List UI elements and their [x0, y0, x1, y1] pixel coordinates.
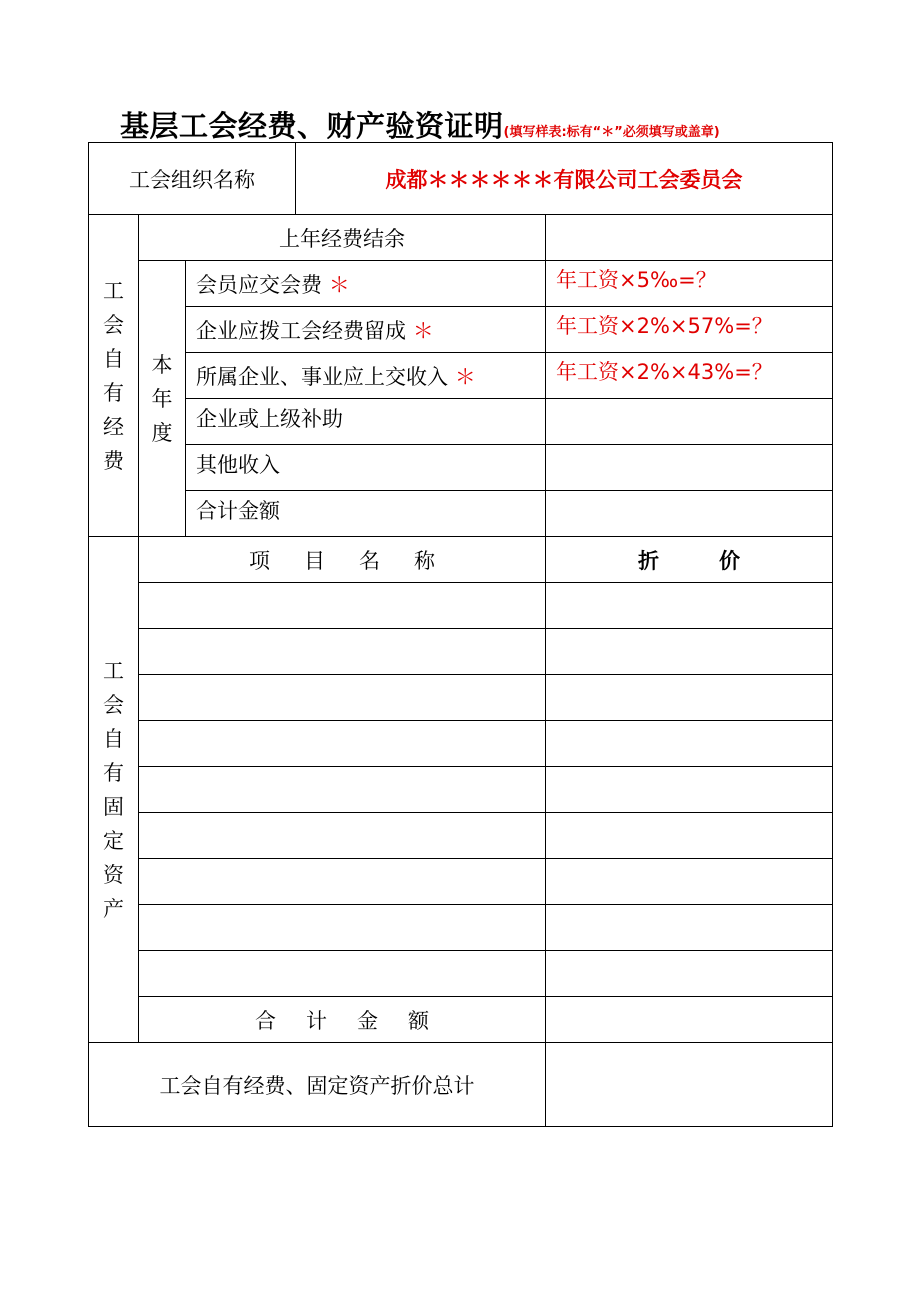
fund-total-label: 合计金额 — [186, 491, 546, 537]
col-item-name: 项目名称 — [139, 537, 546, 583]
asset-name-cell[interactable] — [139, 721, 546, 767]
asset-name-cell[interactable] — [139, 905, 546, 951]
fund-row-label: 企业或上级补助 — [186, 399, 546, 445]
fund-row-label: 其他收入 — [186, 445, 546, 491]
fund-row-formula[interactable]: 年工资×2%×57%=？ — [546, 307, 833, 353]
prev-balance-value[interactable] — [546, 215, 833, 261]
fund-row-value[interactable] — [546, 399, 833, 445]
document-title — [120, 104, 720, 145]
fund-row-value[interactable] — [546, 445, 833, 491]
fund-total-value[interactable] — [546, 491, 833, 537]
title-main: 基层工会经费、财产验资证明 — [120, 109, 504, 143]
grand-total-label: 工会自有经费、固定资产折价总计 — [89, 1043, 546, 1127]
assets-total-value[interactable] — [546, 997, 833, 1043]
year-label: 本年度 — [139, 261, 186, 537]
asset-value-cell[interactable] — [546, 767, 833, 813]
required-star: ＊ — [412, 318, 434, 343]
grand-total-value[interactable] — [546, 1043, 833, 1127]
asset-name-cell[interactable] — [139, 767, 546, 813]
prev-balance-label: 上年经费结余 — [139, 215, 546, 261]
col-value: 折价 — [546, 537, 833, 583]
asset-name-cell[interactable] — [139, 583, 546, 629]
asset-value-cell[interactable] — [546, 905, 833, 951]
asset-value-cell[interactable] — [546, 951, 833, 997]
asset-value-cell[interactable] — [546, 583, 833, 629]
title-note: (填写样表:标有“＊”必须填写或盖章) — [503, 125, 720, 140]
fund-row-formula[interactable]: 年工资×5‰=？ — [546, 261, 833, 307]
required-star: ＊ — [454, 364, 476, 389]
fund-row-label: 企业应拨工会经费留成 ＊ — [186, 307, 546, 353]
fund-row-label: 会员应交会费 ＊ — [186, 261, 546, 307]
asset-name-cell[interactable] — [139, 951, 546, 997]
asset-name-cell[interactable] — [139, 629, 546, 675]
funds-section-label: 工会自有经费 — [89, 215, 139, 537]
asset-value-cell[interactable] — [546, 629, 833, 675]
org-name-label: 工会组织名称 — [89, 143, 296, 215]
asset-value-cell[interactable] — [546, 813, 833, 859]
asset-name-cell[interactable] — [139, 813, 546, 859]
asset-value-cell[interactable] — [546, 859, 833, 905]
asset-value-cell[interactable] — [546, 675, 833, 721]
required-star: ＊ — [328, 272, 350, 297]
asset-value-cell[interactable] — [546, 721, 833, 767]
fund-row-label: 所属企业、事业应上交收入 ＊ — [186, 353, 546, 399]
org-name-value[interactable]: 成都＊＊＊＊＊＊有限公司工会委员会 — [296, 143, 833, 215]
asset-name-cell[interactable] — [139, 675, 546, 721]
assets-section-label: 工会自有固定资产 — [89, 537, 139, 1043]
verification-form — [88, 142, 833, 1127]
assets-total-label: 合计金额 — [139, 997, 546, 1043]
fund-row-formula[interactable]: 年工资×2%×43%=？ — [546, 353, 833, 399]
asset-name-cell[interactable] — [139, 859, 546, 905]
